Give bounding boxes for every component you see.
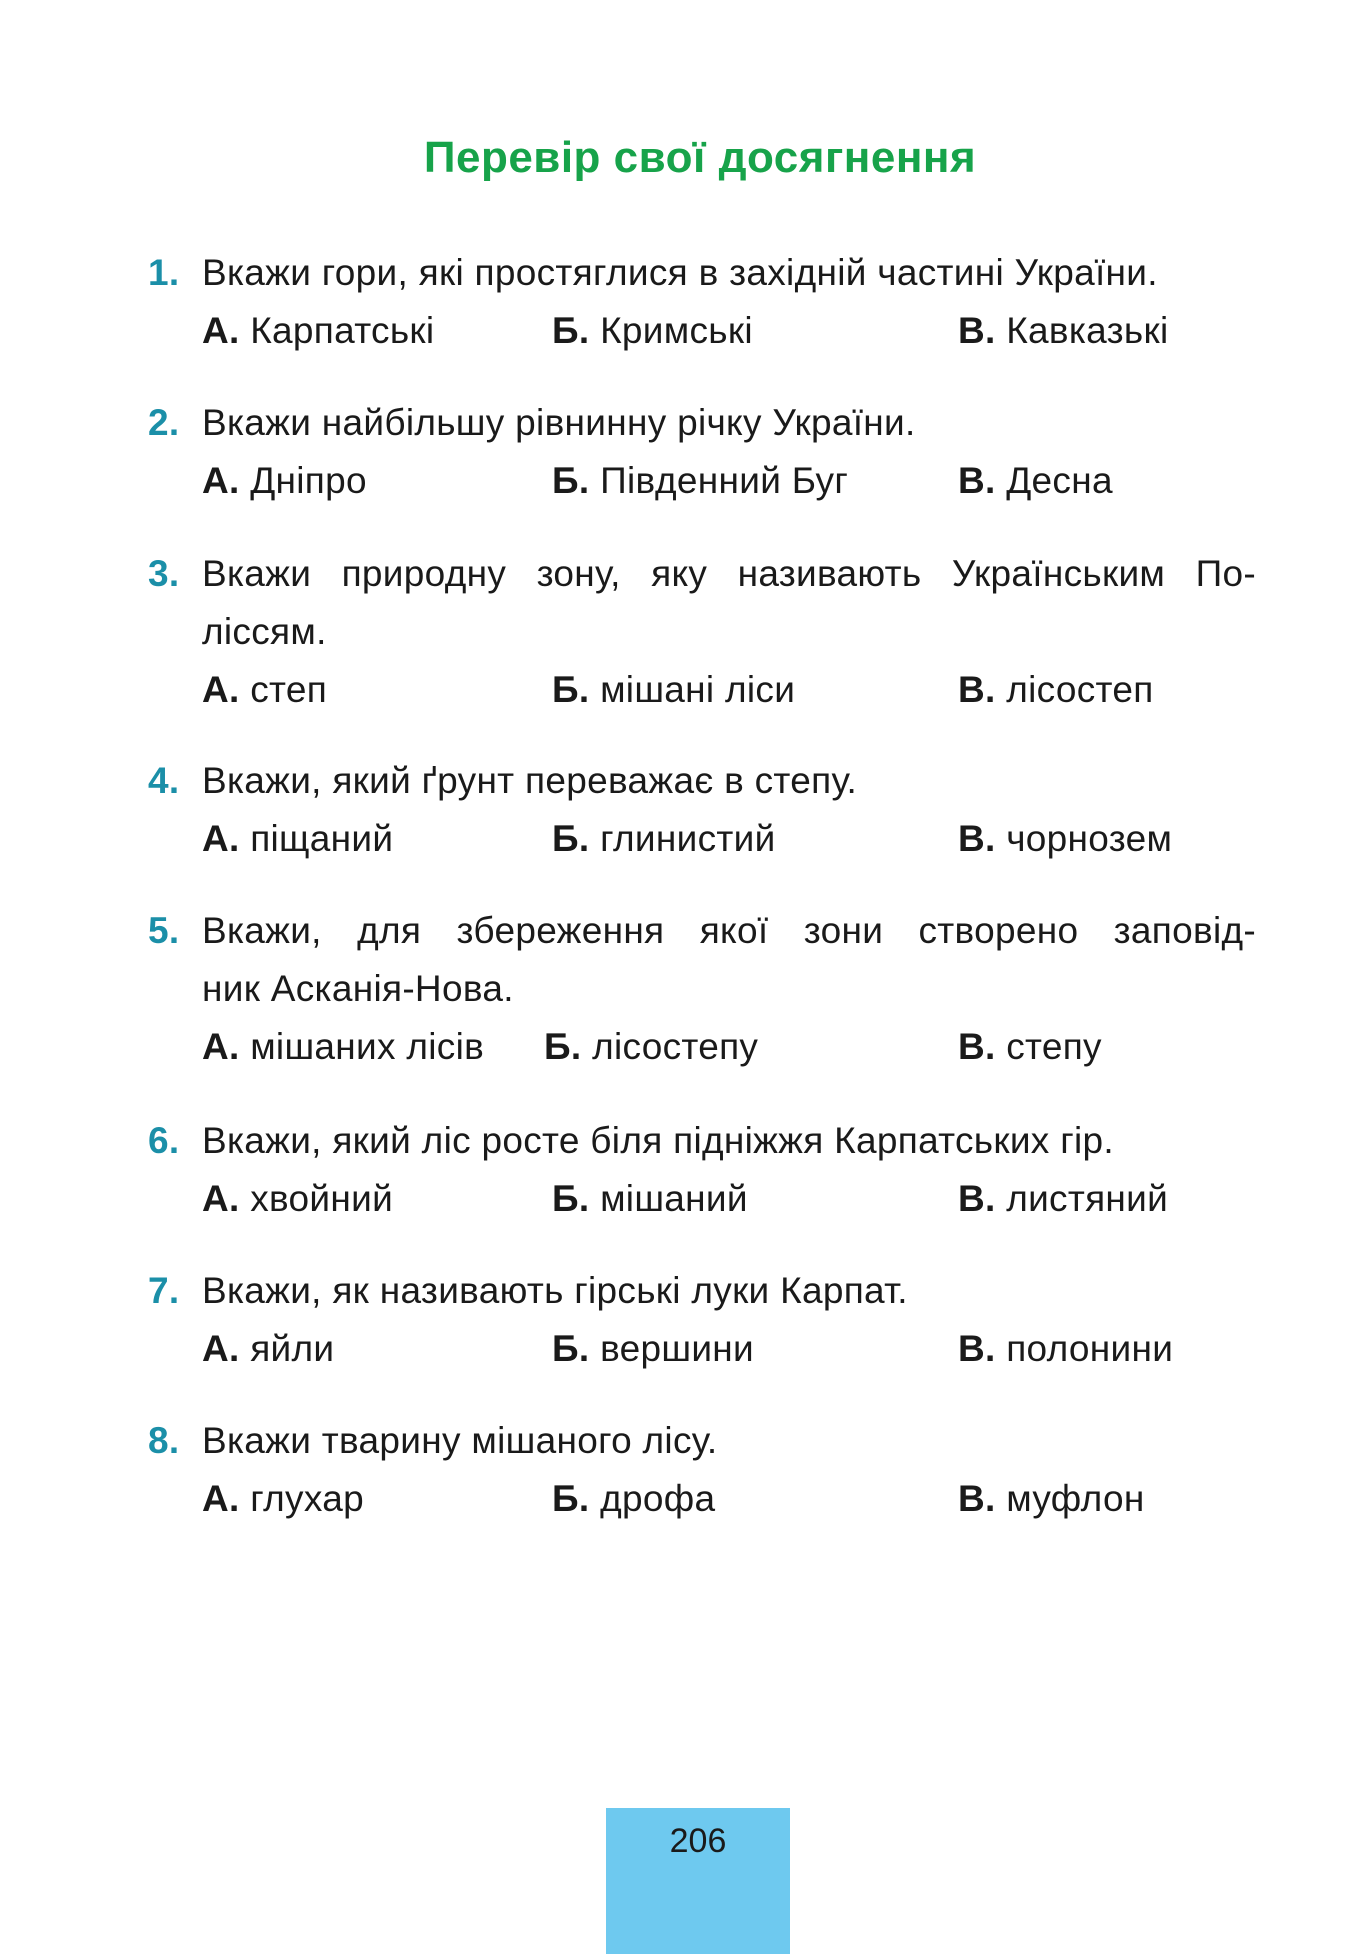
question-text: Вкажи, який ґрунт переважає в степу. [202,760,858,801]
answer-letter: В. [958,1026,996,1067]
answer-letter: В. [958,460,996,501]
answer-letter: В. [958,1328,996,1369]
answer-text: хвойний [239,1178,394,1219]
answer-letter: А. [202,669,240,710]
answer-b [552,1320,754,1378]
question-text: ник Асканія-Нова. [202,968,514,1009]
answer-letter: А. [202,1328,240,1369]
answer-c [958,1470,1145,1528]
answer-options [148,1170,1256,1228]
answer-text: глинистий [589,818,776,859]
answer-c [958,452,1113,510]
answer-text: мішані ліси [589,669,796,710]
answer-options [148,810,1256,868]
answer-letter: Б. [552,818,590,859]
question-text: Вкажи, для збереження якої зони створено заповід- [202,910,1256,951]
answer-options [148,661,1256,719]
page-number: 206 [669,1822,727,1860]
question-line [148,545,1256,603]
page-title: Перевір свої досягнення [423,133,977,182]
answer-b [552,452,848,510]
question-number: 1. [148,252,180,293]
question-6 [148,1112,1256,1228]
answer-text: мішаних лісів [239,1026,485,1067]
answer-letter: Б. [544,1026,582,1067]
answer-text: лісостепу [581,1026,759,1067]
answer-text: Кавказькі [995,310,1169,351]
answer-text: степу [995,1026,1102,1067]
answer-a [202,1470,364,1528]
answer-letter: В. [958,818,996,859]
question-indent [148,603,202,661]
question-line [148,394,1256,452]
answer-letter: В. [958,310,996,351]
question-4 [148,752,1256,868]
answer-c [958,1320,1173,1378]
answer-letter: В. [958,1178,996,1219]
question-line [148,244,1256,302]
answer-text: лісостеп [995,669,1154,710]
answer-letter: А. [202,1478,240,1519]
answer-c [958,302,1169,360]
answer-text: яйли [239,1328,335,1369]
question-text: Вкажи природну зону, яку називають Українським По- [202,553,1256,594]
answer-letter: А. [202,460,240,501]
answer-letter: А. [202,818,240,859]
question-line [148,960,1256,1018]
answer-c [958,1018,1102,1076]
question-number: 6. [148,1120,180,1161]
question-text: Вкажи гори, які простяглися в західній частині України. [202,252,1158,293]
answer-b [552,1470,715,1528]
answer-options [148,1018,1256,1076]
answer-options [148,1320,1256,1378]
question-text: Вкажи тварину мішаного лісу. [202,1420,718,1461]
answer-text: Південний Буг [589,460,849,501]
answer-letter: А. [202,310,240,351]
answer-a [202,452,367,510]
answer-letter: Б. [552,1478,590,1519]
answer-letter: Б. [552,669,590,710]
question-line [148,1112,1256,1170]
answer-a [202,302,434,360]
question-number: 3. [148,553,180,594]
answer-text: Карпатські [239,310,435,351]
question-line [148,902,1256,960]
answer-options [148,1470,1256,1528]
answer-text: Десна [995,460,1113,501]
question-number: 8. [148,1420,180,1461]
answer-text: Кримські [589,310,753,351]
question-line [148,752,1256,810]
answer-letter: Б. [552,1328,590,1369]
answer-text: глухар [239,1478,365,1519]
answer-c [958,1170,1168,1228]
answer-b [552,302,753,360]
question-number: 5. [148,910,180,951]
question-8 [148,1412,1256,1528]
answer-text: Дніпро [239,460,367,501]
answer-text: чорнозем [995,818,1173,859]
question-3 [148,545,1256,719]
answer-text: степ [239,669,328,710]
answer-c [958,810,1172,868]
answer-text: вершини [589,1328,755,1369]
question-7 [148,1262,1256,1378]
answer-letter: Б. [552,310,590,351]
question-5 [148,902,1256,1076]
answer-a [202,661,327,719]
question-2 [148,394,1256,510]
answer-letter: А. [202,1026,240,1067]
answer-letter: А. [202,1178,240,1219]
answer-letter: Б. [552,460,590,501]
question-number: 2. [148,402,180,443]
answer-a [202,1170,393,1228]
answer-options [148,452,1256,510]
answer-a [202,1018,484,1076]
question-indent [148,960,202,1018]
question-text: Вкажи, як називають гірські луки Карпат. [202,1270,908,1311]
answer-options [148,302,1256,360]
question-1 [148,244,1256,360]
answer-letter: Б. [552,1178,590,1219]
answer-text: полонини [995,1328,1174,1369]
answer-b [552,661,795,719]
answer-text: листяний [995,1178,1169,1219]
question-number: 7. [148,1270,180,1311]
answer-text: муфлон [995,1478,1145,1519]
answer-letter: В. [958,1478,996,1519]
answer-a [202,810,393,868]
question-text: ліссям. [202,611,327,652]
question-text: Вкажи найбільшу рівнинну річку України. [202,402,916,443]
answer-text: мішаний [589,1178,748,1219]
page-number-tab [606,1808,790,1954]
answer-text: дрофа [589,1478,716,1519]
question-line [148,603,1256,661]
question-line [148,1262,1256,1320]
question-line [148,1412,1256,1470]
question-number: 4. [148,760,180,801]
answer-b [552,1170,748,1228]
answer-b [544,1018,758,1076]
answer-c [958,661,1154,719]
answer-letter: В. [958,669,996,710]
answer-b [552,810,776,868]
answer-text: піщаний [239,818,394,859]
answer-a [202,1320,334,1378]
question-text: Вкажи, який ліс росте біля підніжжя Карпатських гір. [202,1120,1114,1161]
